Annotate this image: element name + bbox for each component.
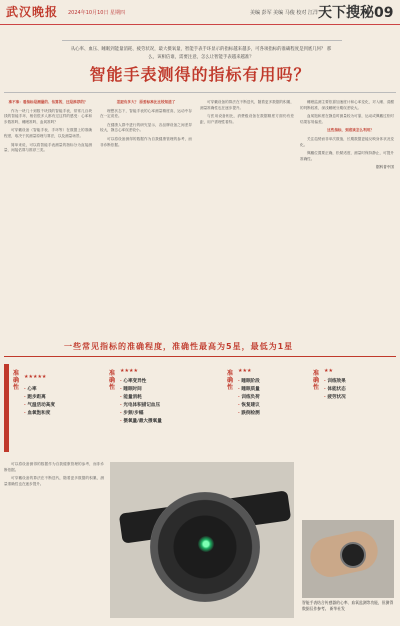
column-4 — [300, 100, 394, 174]
column-1-para: 可穿戴设备的算法在不断迭代，随着更多数据的积累，测量准确性也在逐步提升。 — [4, 476, 104, 486]
group-3-stars: ★★★ — [238, 368, 252, 374]
wrist-photo — [302, 520, 394, 598]
column-3-para: 可穿戴设备的算法在不断迭代，随着更多数据的积累，测量准确性也在逐步提升。 — [200, 100, 294, 110]
accuracy-group-1 — [4, 364, 104, 454]
small-watch-shape — [340, 542, 366, 568]
group-4-list — [324, 378, 346, 402]
issue-date — [68, 9, 125, 16]
metric-item: · 血氧饱和度 — [24, 410, 55, 418]
group-1-bar — [4, 364, 9, 452]
group-1-stars: ★★★★★ — [24, 374, 47, 380]
photo-caption: 智能手表结合传感器的心率、血氧监测等功能，但测得数据仅作参考。 新华社发 — [302, 600, 394, 611]
accuracy-rule — [4, 356, 396, 357]
column-3 — [200, 100, 294, 128]
headline-rule — [4, 92, 396, 93]
metric-item: · 心率变异性 — [120, 378, 162, 386]
newspaper-logo: 武汉晚报 — [6, 5, 59, 19]
group-4-title: 准确性 — [312, 370, 319, 391]
column-4-box-para: 关注趋势而非单次数值，长期数据更能反映身体状况变化。 — [300, 136, 394, 147]
column-1-para: 可穿戴设备（智能手表、手环等）在数据上的准确程度，取决于其测量原理与算法，以及测量场景。 — [4, 128, 92, 138]
group-2-list — [120, 378, 162, 426]
column-2-subhead: 差距有多大？ 原委标准比比较知道了 — [116, 100, 176, 104]
metric-item: · 跑步距离 — [24, 394, 55, 402]
column-3-para: 与医用设备相比，消费级设备在数据精度方面仍有差距，用户需理性看待。 — [200, 114, 294, 124]
intro-rule — [62, 40, 342, 41]
accuracy-group-4 — [312, 364, 396, 454]
column-4-box-para: 佩戴位置要正确，松紧适度，测量时保持静止，可提升准确性。 — [300, 151, 394, 161]
metric-item: · 睡眠时间 — [120, 386, 162, 394]
column-2-para: 可以将设备测得的数据作为自我健康管理的参考，而非诊断依据。 — [100, 136, 192, 147]
intro-text: 从心率、血压、睡眠到能量消耗、疲劳状况，最大摄氧量，智能手表手环显示的指标越来越多，可各项指标的准确程度是到底几何？ 那么，该相信谁，需要注意，怎么让智能手表越来越准？ — [70, 47, 332, 60]
page-header — [0, 0, 400, 25]
sensor-light-shape — [198, 536, 214, 552]
metric-item: · 训练负荷 — [238, 394, 260, 402]
column-2 — [100, 100, 192, 151]
metric-item: · 气温活动高度 — [24, 402, 55, 410]
metric-item: · 睡眠阶段 — [238, 378, 260, 386]
metric-item: · 体能状态 — [324, 386, 346, 394]
source-credit: 据科普中国 — [376, 165, 394, 170]
column-4-box-title: 这些指标，到底该怎么利用？ — [327, 128, 374, 133]
column-4-para: 睡眠监测主要依靠加速度计和心率变化，对入睡、清醒的判断较准，深浅睡眠分期误差较大。 — [300, 100, 394, 110]
group-1-list — [24, 386, 55, 418]
metric-item: · 跌倒检测 — [238, 410, 260, 418]
column-1-bottom — [4, 462, 104, 490]
column-1-subhead: 准不准：看指标是测量的、估算的，还是推荐的？ — [8, 100, 88, 104]
metric-item: · 恢复建议 — [238, 402, 260, 410]
group-3-title: 准确性 — [226, 370, 233, 391]
group-3-list — [238, 378, 260, 418]
metric-item: · 能量消耗 — [120, 394, 162, 402]
metric-item: · 光电体积描记血压 — [120, 402, 162, 410]
section-title: 天下搜秘09 — [318, 5, 394, 21]
accuracy-group-2 — [108, 364, 208, 454]
column-2-para: 理想状态下，智能手表的心率测量精度高，运动中存在一定误差。 — [100, 108, 192, 119]
column-1-para: 简单来说，可以将智能手表测量的指标分为直接测量、间接估算与推荐三类。 — [4, 142, 92, 153]
column-1 — [4, 100, 92, 157]
accuracy-caption: 一些常见指标的准确程度，准确性最高为5星，最低为1星 — [64, 342, 294, 351]
column-1-para: 可以将设备测得的数据作为自我健康管理的参考，而非诊断依据。 — [4, 462, 104, 472]
group-2-stars: ★★★★ — [120, 368, 138, 374]
column-2-para: 在健康人群中进行的研究显示，各品牌设备之间差异较大，静态心率误差较小。 — [100, 122, 192, 133]
editor-credits: 美编 彭军 美编 马俊 校对 江洋 — [250, 10, 318, 16]
group-2-title: 准确性 — [108, 370, 115, 391]
date-line: 2024年10月10日 — [68, 10, 109, 16]
group-4-stars: ★★ — [324, 368, 333, 374]
metric-item: · 心率 — [24, 386, 55, 394]
column-4-para: 血氧饱和度在静息时测量较为可靠，运动或佩戴过松时结果容易偏差。 — [300, 114, 394, 124]
smartwatch-photo — [110, 462, 294, 618]
column-1-para: 作为一块几十到数千块钱的智能手表，常常几百块钱的智能手环，相信很多人都有过这样的感受：心率和步数准吗，睡眠准吗，血氧准吗？ — [4, 108, 92, 124]
metric-item: · 训练效果 — [324, 378, 346, 386]
accuracy-group-3 — [226, 364, 306, 454]
metric-item: · 睡眠质量 — [238, 386, 260, 394]
metric-item: · 摄氧量/最大摄氧量 — [120, 418, 162, 426]
headline: 智能手表测得的指标有用吗？ — [89, 65, 311, 84]
group-1-title: 准确性 — [12, 370, 19, 391]
weekday: 星期四 — [110, 10, 126, 16]
metric-item: · 疲劳状况 — [324, 394, 346, 402]
metric-item: · 步频/步幅 — [120, 410, 162, 418]
